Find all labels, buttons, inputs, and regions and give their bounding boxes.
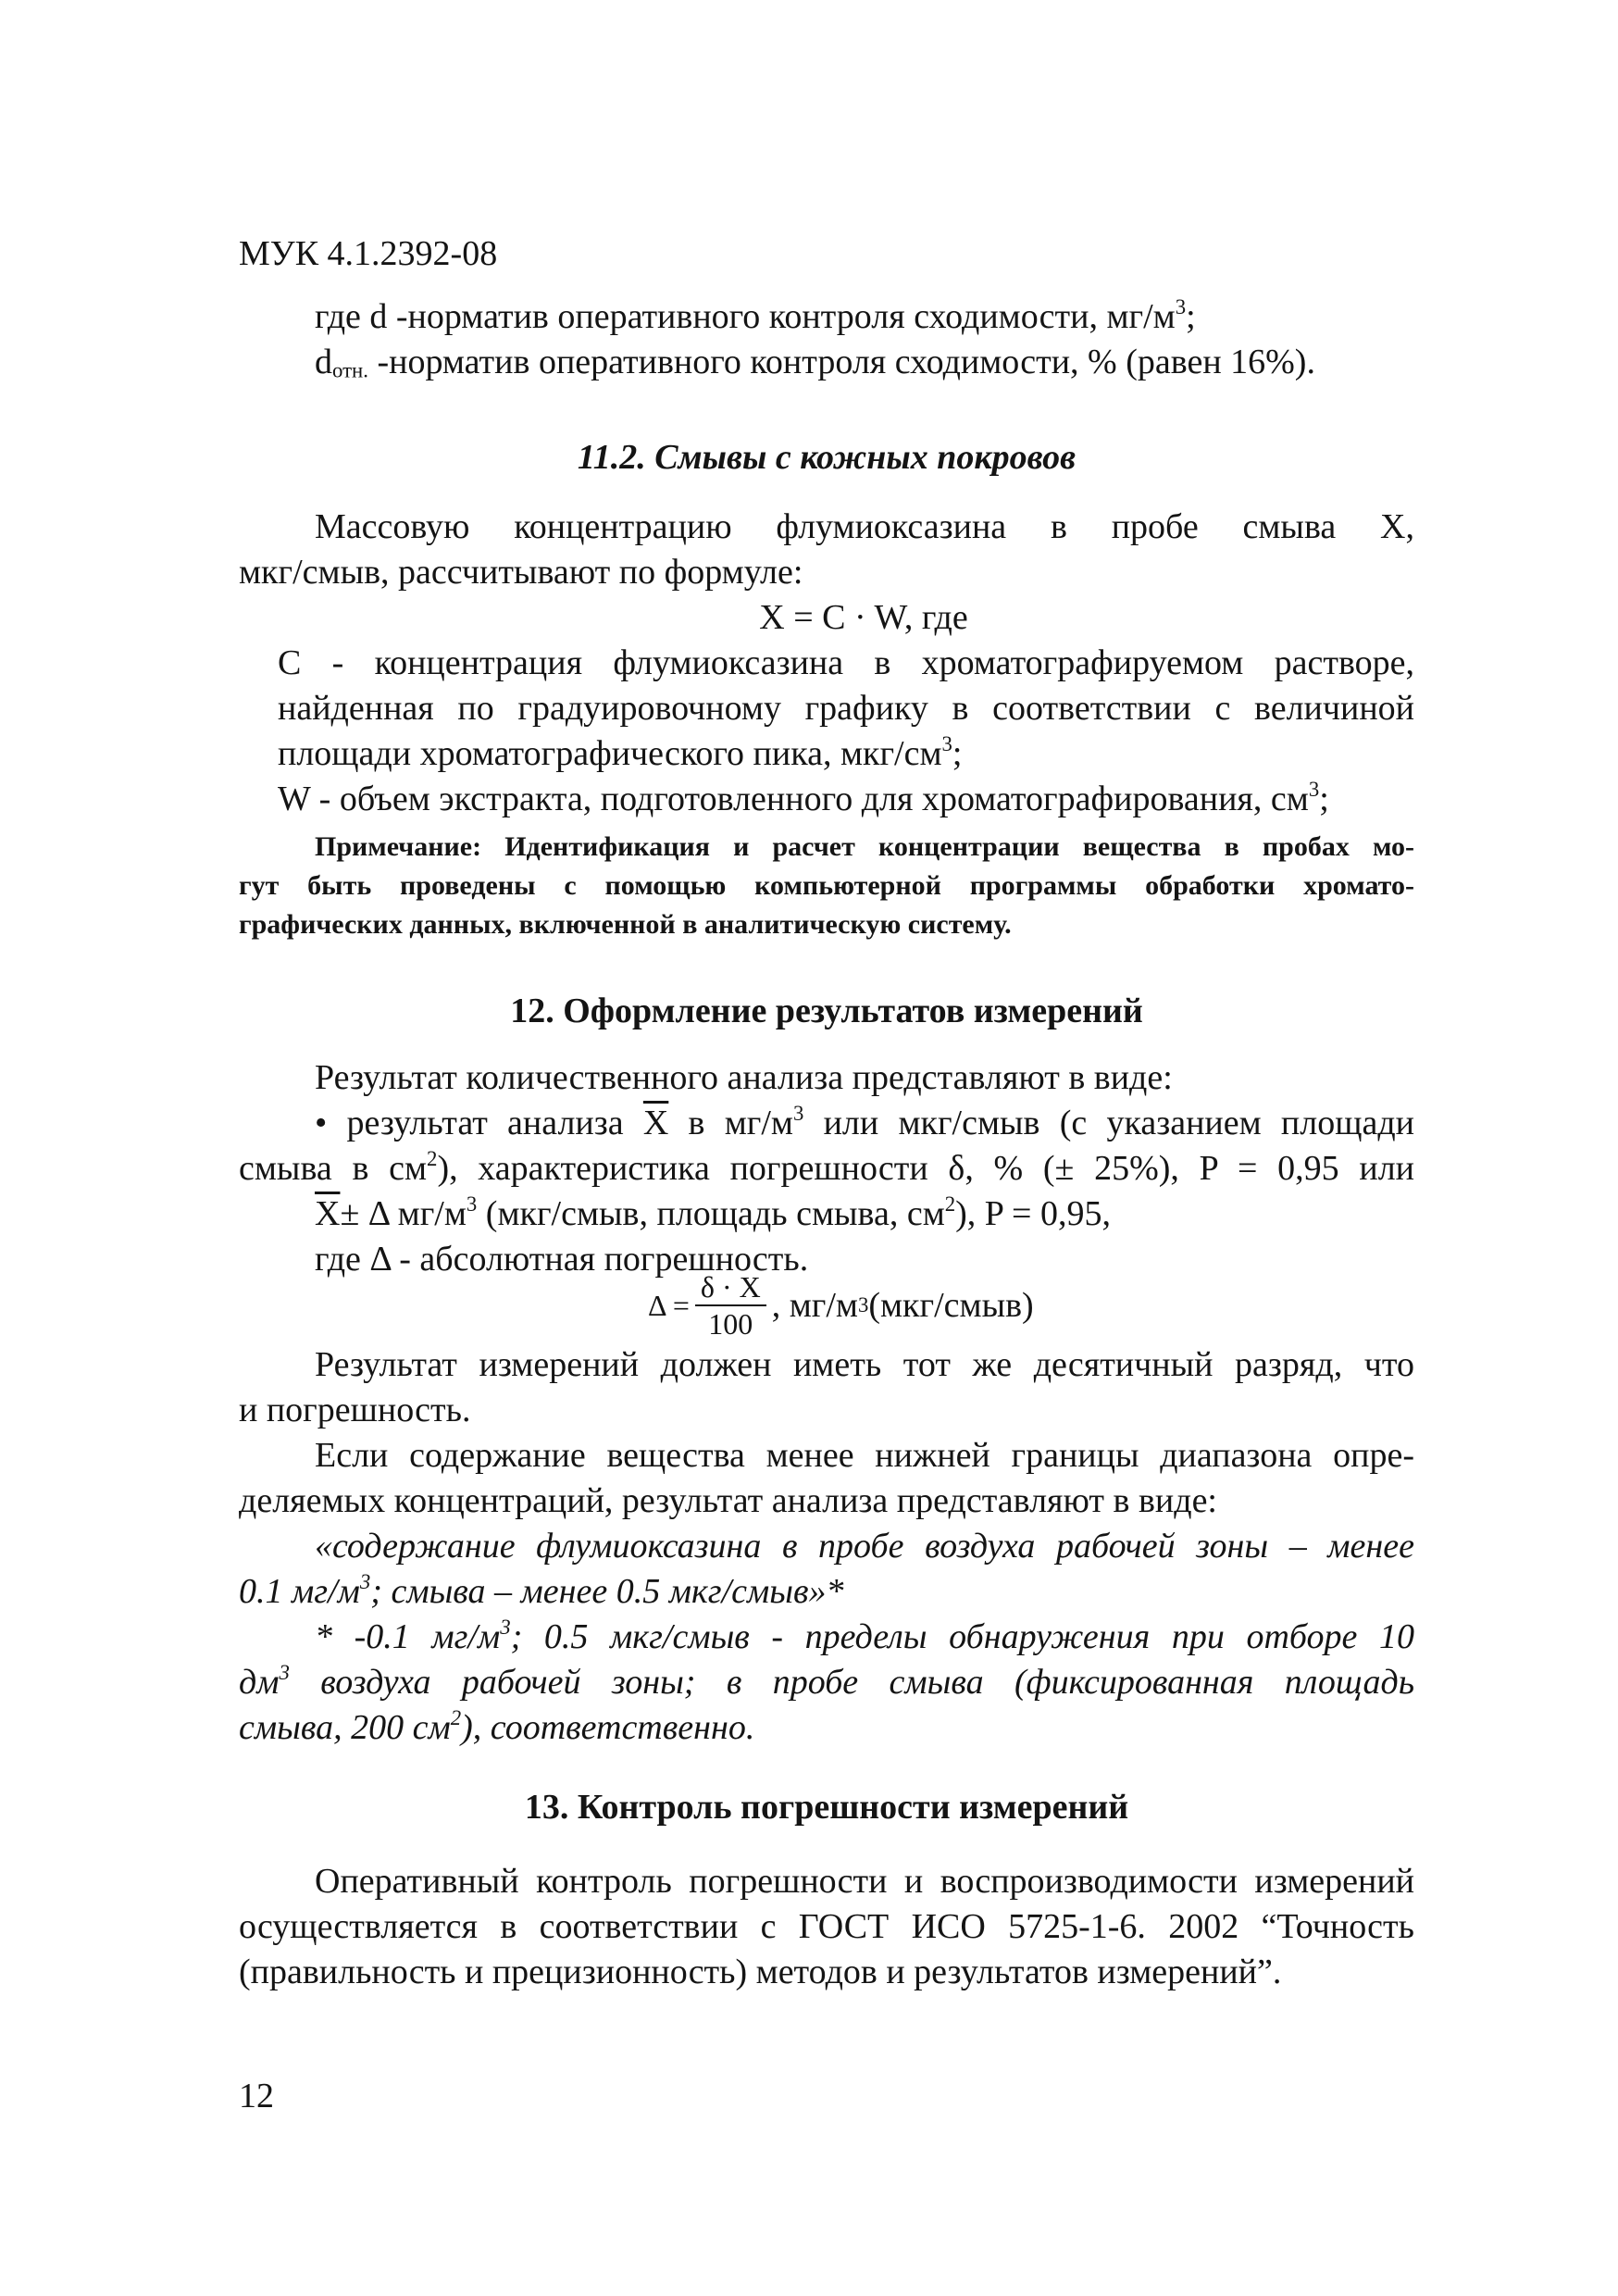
para-text: Результат измерений должен иметь тот же десятичный разряд, что	[315, 1345, 1414, 1384]
superscript: 3	[279, 1661, 290, 1685]
para-text: смыва в см	[239, 1149, 428, 1188]
superscript: 3	[466, 1192, 478, 1217]
c-def-text: найденная по градуировочному графику в соответствии с величиной	[278, 689, 1414, 728]
section-12-italic-2-line-1	[239, 1615, 1414, 1660]
fraction-numerator	[695, 1269, 766, 1306]
x-bar-symbol: $\overline{X}$	[642, 1104, 669, 1142]
denominator-text: 100	[708, 1307, 753, 1341]
section-13-title-text: 13. Контроль погрешности измерений	[524, 1788, 1129, 1827]
section-12-italic-2-line-3	[239, 1705, 1414, 1751]
para-text: ), характеристика погрешности δ, % (± 25%), P = 0,95 или	[437, 1149, 1415, 1188]
punct: ;	[952, 734, 963, 773]
superscript: 3	[1175, 295, 1187, 319]
section-12-line-1	[239, 1055, 1414, 1101]
c-def-line-3	[278, 731, 1414, 777]
page-number-text: 12	[239, 2077, 274, 2115]
para-text: деляемых концентраций, результат анализа представляют в виде:	[239, 1481, 1217, 1520]
intro-line-1-text: где d -норматив оперативного контроля сходимости, мг/м	[315, 297, 1176, 336]
formula-rhs: , мг/м	[771, 1285, 858, 1325]
note-line-3	[239, 905, 1414, 944]
subscript: отн.	[332, 358, 368, 382]
para-text: ± Δ мг/м	[340, 1194, 467, 1233]
para-text: где Δ - абсолютная погрешность.	[315, 1240, 809, 1279]
section-11-2-para-line-1	[239, 505, 1414, 550]
intro-line-2-text: -норматив оперативного контроля сходимости, % (равен 16%).	[377, 343, 1315, 381]
italic-text: воздуха рабочей зоны; в пробе смыва (фиксированная площадь	[289, 1663, 1414, 1702]
c-def-text: C - концентрация флумиоксазина в хроматографируемом растворе,	[278, 643, 1414, 682]
formula-lhs: Δ =	[648, 1288, 690, 1322]
para-text: мкг/смыв, рассчитывают по формуле:	[239, 553, 803, 592]
italic-text: * -0.1 мг/м	[315, 1617, 501, 1656]
italic-text: ), соответственно.	[461, 1708, 755, 1747]
section-12-p2-line-2	[239, 1388, 1414, 1433]
note-text: гут быть проведены с помощью компьютерной программы обработки хромато-	[239, 870, 1414, 901]
section-11-2-title-text: 11.2. Смывы с кожных покровов	[577, 438, 1077, 477]
section-12-line-3	[239, 1146, 1414, 1192]
para-text: ), P = 0,95,	[955, 1194, 1111, 1233]
superscript: 2	[427, 1147, 438, 1171]
intro-line-2	[315, 340, 1414, 385]
section-13-line-3	[239, 1950, 1414, 1995]
para-text: в мг/м	[668, 1104, 793, 1142]
bullet-icon: •	[315, 1104, 328, 1142]
note-line-2	[239, 867, 1414, 905]
section-12-title	[239, 989, 1414, 1034]
fraction	[695, 1269, 766, 1341]
punct: ;	[1186, 297, 1196, 336]
symbol-d: d	[315, 343, 332, 381]
para-text: Массовую концентрацию флумиоксазина в пробе смыва X,	[315, 507, 1414, 546]
superscript: 3	[500, 1616, 511, 1640]
section-12-p3-line-1	[239, 1433, 1414, 1479]
formula-text: X = C · W, где	[759, 598, 968, 637]
para-text: Оперативный контроль погрешности и воспроизводимости измерений	[315, 1862, 1414, 1901]
superscript: 3	[359, 1570, 371, 1594]
section-13-line-2	[239, 1904, 1414, 1950]
page-number	[239, 2074, 424, 2119]
x-bar-symbol: $\overline{X}$	[315, 1194, 341, 1233]
c-def-text: площади хроматографического пика, мкг/см	[278, 734, 942, 773]
note-line-1	[239, 828, 1414, 867]
document-code-text: МУК 4.1.2392-08	[239, 234, 498, 273]
italic-text: ; смыва – менее 0.5 мкг/смыв»*	[370, 1572, 844, 1611]
section-13-line-1	[239, 1859, 1414, 1904]
superscript: 2	[450, 1706, 462, 1730]
fraction-denominator	[695, 1306, 766, 1341]
para-text: результат анализа	[327, 1104, 643, 1142]
italic-text: ; 0.5 мкг/смыв - пределы обнаружения при отборе 10	[510, 1617, 1414, 1656]
superscript: 3	[792, 1102, 804, 1126]
formula-x	[239, 595, 1414, 641]
section-12-title-text: 12. Оформление результатов измерений	[510, 992, 1143, 1030]
section-12-italic-2-line-2	[239, 1660, 1414, 1705]
para-text: осуществляется в соответствии с ГОСТ ИСО 5725-1-6. 2002 “Точность	[239, 1907, 1414, 1946]
section-11-2-para-line-2	[239, 550, 1414, 595]
note-label: Примечание:	[315, 831, 482, 862]
delta-formula: Δ = $\frac{\delta \cdot X}{100}$ , мг/м 3 (мкг/смыв)	[648, 1270, 1034, 1341]
formula-rhs: (мкг/смыв)	[868, 1285, 1034, 1325]
superscript: 3	[941, 732, 952, 756]
section-12-italic-1-line-1	[239, 1524, 1414, 1569]
superscript: 2	[944, 1192, 956, 1217]
note-text: Идентификация и расчет концентрации вещества в пробах мо-	[481, 831, 1414, 862]
section-12-p3-line-2	[239, 1479, 1414, 1524]
para-text: (правильность и прецизионность) методов и результатов измерений”.	[239, 1953, 1282, 1991]
intro-line-1	[315, 294, 1414, 340]
document-code	[239, 231, 609, 277]
para-text: Результат количественного анализа представляют в виде:	[315, 1058, 1173, 1097]
para-text: и погрешность.	[239, 1391, 471, 1429]
punct: ;	[1319, 780, 1329, 818]
italic-text: дм	[239, 1663, 280, 1702]
numerator-text: δ · X	[700, 1270, 761, 1304]
italic-text: «содержание флумиоксазина в пробе воздуха рабочей зоны – менее	[315, 1527, 1414, 1566]
section-11-2-title	[239, 435, 1414, 480]
italic-text: смыва, 200 см	[239, 1708, 451, 1747]
superscript: 3	[1308, 778, 1320, 802]
w-def-text: W - объем экстракта, подготовленного для хроматографирования, см	[278, 780, 1309, 818]
c-def-line-1	[278, 641, 1414, 686]
section-12-p2-line-1	[239, 1342, 1414, 1388]
section-12-italic-1-line-2	[239, 1569, 1414, 1615]
section-12-line-2	[239, 1101, 1414, 1146]
para-text: или мкг/смыв (с указанием площади	[803, 1104, 1414, 1142]
w-def-line	[278, 777, 1414, 822]
para-text: (мкг/смыв, площадь смыва, см	[477, 1194, 945, 1233]
section-13-title	[239, 1785, 1414, 1830]
note-text: графических данных, включенной в аналитическую систему.	[239, 909, 1012, 940]
para-text: Если содержание вещества менее нижней границы диапазона опре-	[315, 1436, 1414, 1475]
italic-text: 0.1 мг/м	[239, 1572, 360, 1611]
section-12-line-4	[239, 1192, 1414, 1237]
c-def-line-2	[278, 686, 1414, 731]
